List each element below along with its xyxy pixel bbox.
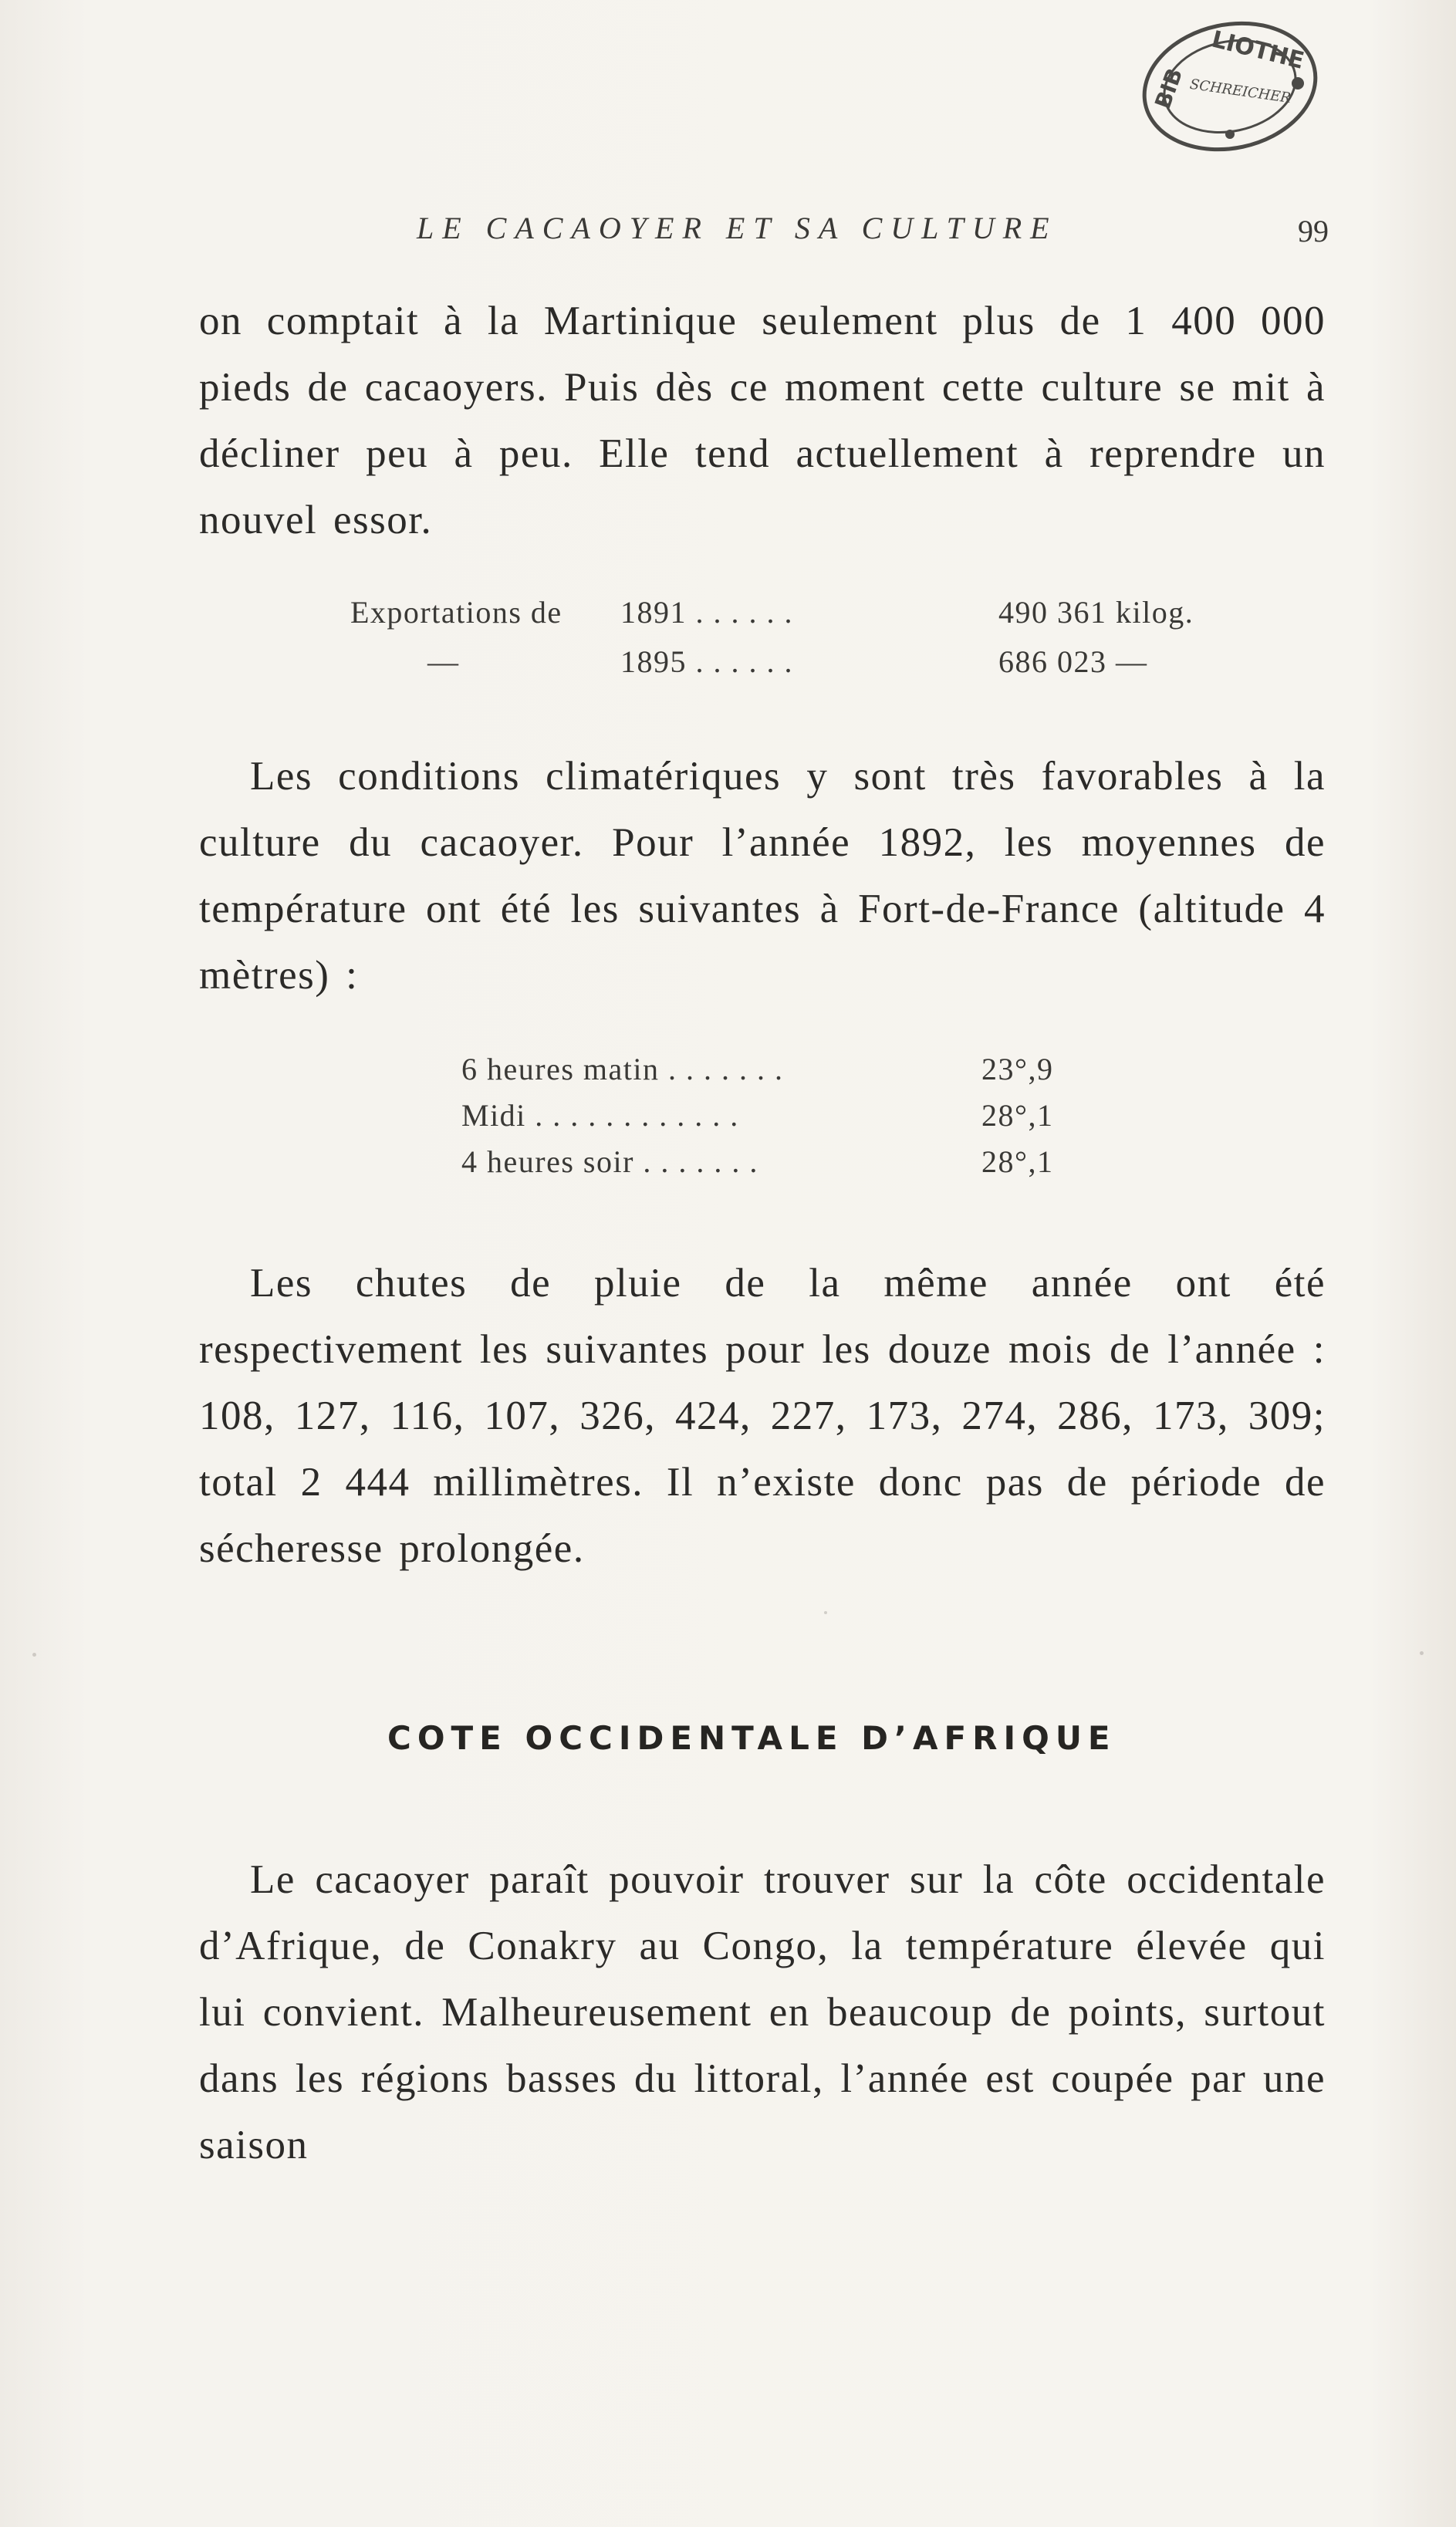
section-heading: COTE OCCIDENTALE D’AFRIQUE <box>387 1719 1116 1757</box>
exports-value: 490 361 kilog. <box>998 595 1194 630</box>
table-row <box>461 1097 1094 1144</box>
running-head <box>208 210 1358 256</box>
paper-speck <box>1420 1651 1424 1655</box>
exports-label: — <box>427 644 460 679</box>
svg-text:LIOTHE: LIOTHE <box>1208 25 1307 75</box>
exports-table <box>350 594 1276 693</box>
svg-text:SCHREICHER: SCHREICHER <box>1188 76 1292 106</box>
temperature-value: 23°,9 <box>981 1052 1054 1086</box>
running-title: LE CACAOYER ET SA CULTURE <box>417 211 1058 245</box>
exports-year: 1895 . . . . . . <box>620 644 793 679</box>
paragraph-west-africa: Le cacaoyer paraît pouvoir trouver sur la côte occidentale d’Afrique, de Conakry au Congo, la température élevée qui lui convient. Malheureusement en beaucoup de points, surtout dans les régions basses du littoral, l’année est coupée par une saison <box>199 1857 1326 2167</box>
svg-text:BIB: BIB <box>1150 65 1188 113</box>
paper-speck <box>32 1653 36 1657</box>
table-row <box>461 1051 1094 1097</box>
table-row <box>350 644 1276 693</box>
time-label: 6 heures matin . . . . . . . <box>461 1052 784 1086</box>
time-label: 4 heures soir . . . . . . . <box>461 1144 758 1179</box>
paragraph-rainfall: Les chutes de pluie de la même année ont été respectivement les suivantes pour les douze mois de l’année : 108, 127, 116, 107, 326, 424, 227, 173, 274, 286, 173, 309; total 2 444 millimètres. Il n’existe donc pas de période de sécheresse prolongée. <box>199 1261 1326 1571</box>
paper-speck <box>824 1611 827 1614</box>
table-row <box>461 1144 1094 1190</box>
temperature-table <box>461 1051 1094 1190</box>
paragraph-climate: Les conditions climatériques y sont très favorables à la culture du cacaoyer. Pour l’année 1892, les moyennes de température ont été les suivantes à Fort-de-France (altitude 4 mètres) : <box>199 754 1326 998</box>
temperature-value: 28°,1 <box>981 1144 1054 1179</box>
paragraph-martinique: on comptait à la Martinique seulement plus de 1 400 000 pieds de cacaoyers. Puis dès ce moment cette culture se mit à décliner peu à peu. Elle tend actuellement à reprendre un nouvel essor. <box>199 299 1326 542</box>
time-label: Midi . . . . . . . . . . . . <box>461 1098 739 1133</box>
temperature-value: 28°,1 <box>981 1098 1054 1133</box>
exports-value: 686 023 — <box>998 644 1148 679</box>
table-row <box>350 594 1276 644</box>
library-stamp <box>1133 11 1327 162</box>
exports-label: Exportations de <box>350 595 562 630</box>
page-number: 99 <box>1298 214 1329 248</box>
exports-year: 1891 . . . . . . <box>620 595 793 630</box>
